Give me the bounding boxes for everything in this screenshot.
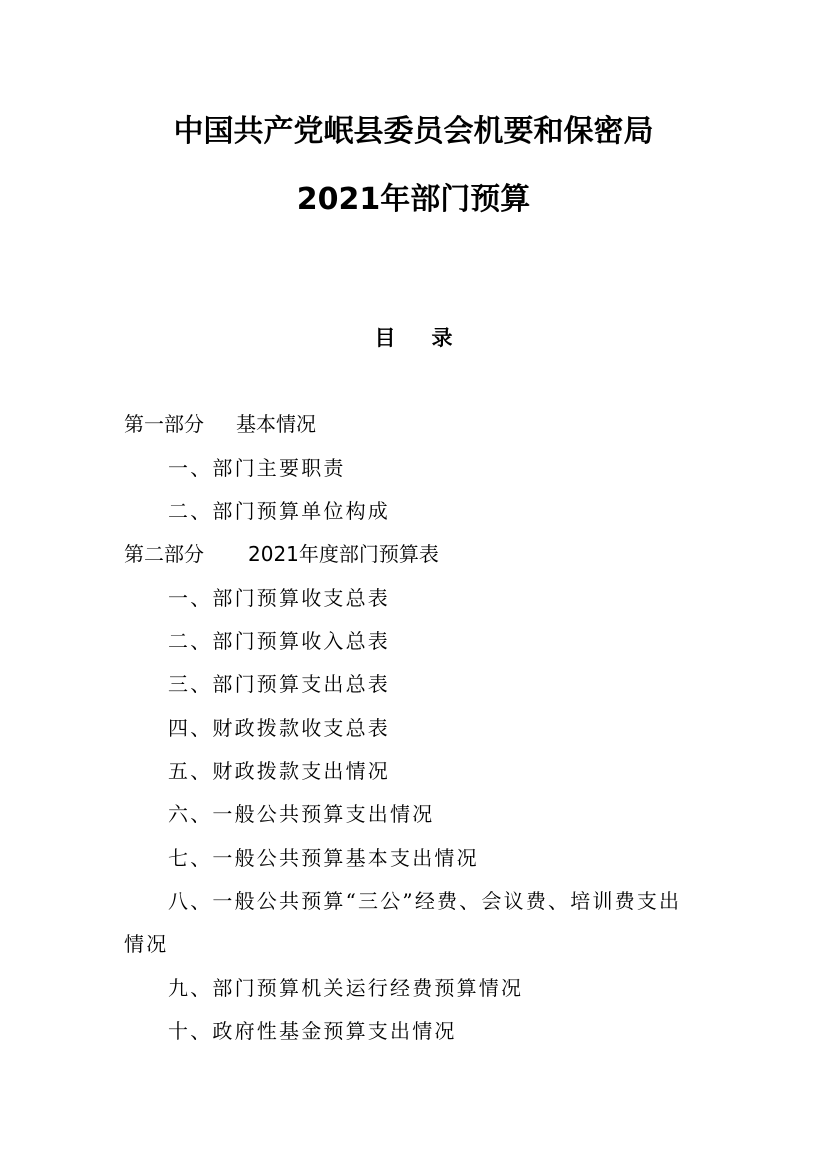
toc-item: 四、财政拨款收支总表 <box>168 716 390 740</box>
toc-item: 十、政府性基金预算支出情况 <box>168 1019 457 1043</box>
toc-part1 <box>124 410 316 438</box>
toc-part1-label: 第一部分 <box>124 412 204 436</box>
toc-item-continuation: 情况 <box>124 932 169 956</box>
toc-item: 八、一般公共预算“三公”经费、会议费、培训费支出 <box>168 889 682 913</box>
toc-item: 五、财政拨款支出情况 <box>168 759 390 783</box>
toc-item: 二、部门预算单位构成 <box>168 499 390 523</box>
toc-item: 六、一般公共预算支出情况 <box>168 802 435 826</box>
toc-item: 九、部门预算机关运行经费预算情况 <box>168 976 524 1000</box>
toc-item: 一、部门预算收支总表 <box>168 586 390 610</box>
toc-item: 三、部门预算支出总表 <box>168 672 390 696</box>
toc-part2-title: 2021年度部门预算表 <box>248 542 439 566</box>
toc-item: 一、部门主要职责 <box>168 456 346 480</box>
toc-part2 <box>124 540 439 568</box>
toc-part2-label: 第二部分 <box>124 542 204 566</box>
document-title-line2: 2021年部门预算 <box>296 182 531 217</box>
document-title-line1: 中国共产党岷县委员会机要和保密局 <box>173 114 654 149</box>
toc-heading: 目录 <box>374 326 489 350</box>
toc-item: 二、部门预算收入总表 <box>168 629 390 653</box>
toc-part1-title: 基本情况 <box>236 412 316 436</box>
toc-item: 七、一般公共预算基本支出情况 <box>168 846 479 870</box>
